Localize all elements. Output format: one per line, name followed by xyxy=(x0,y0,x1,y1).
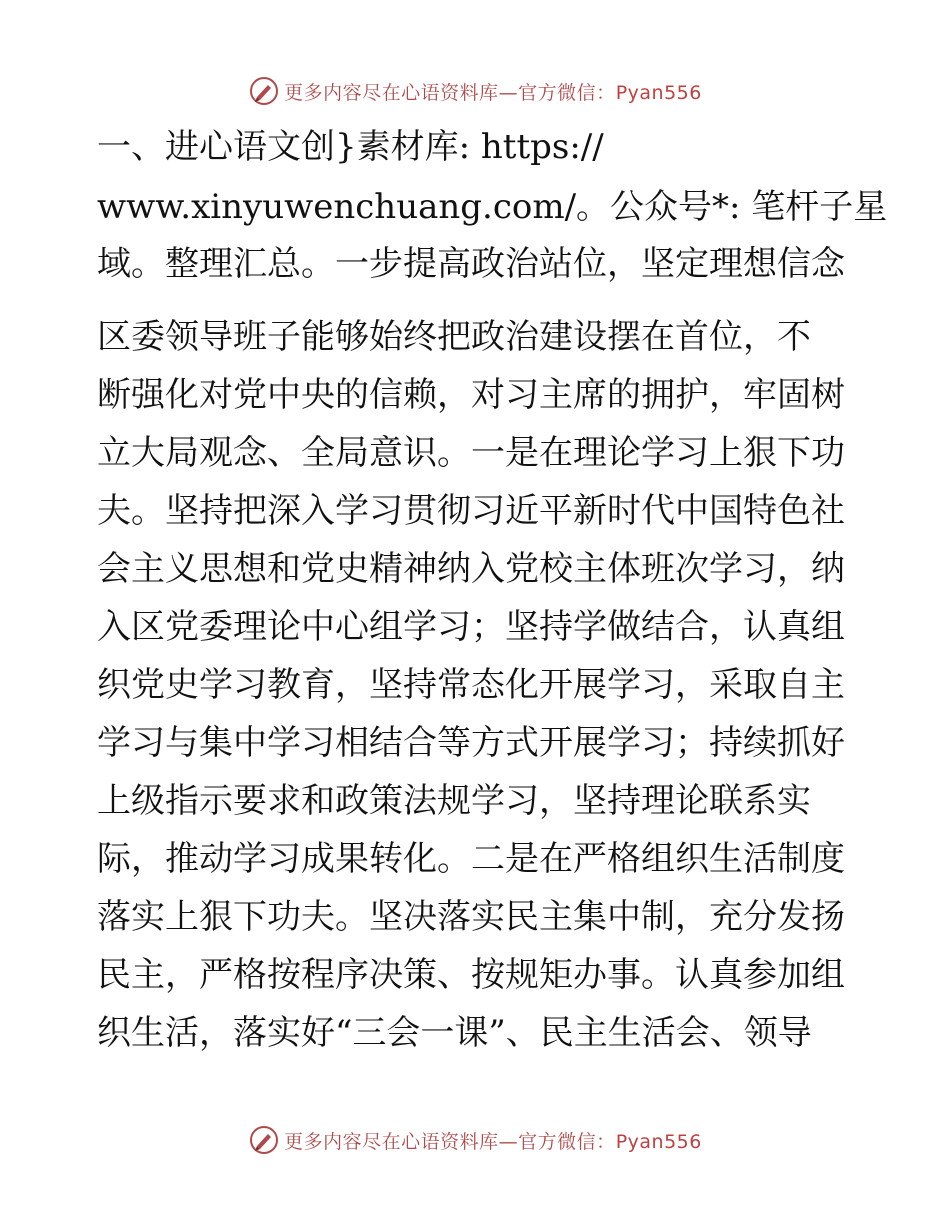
body-line: 一、进心语文创}素材库: https:// xyxy=(97,127,604,167)
body-line: 落实上狠下功夫。坚决落实民主集中制，充分发扬 xyxy=(97,897,845,937)
body-line: 学习与集中学习相结合等方式开展学习；持续抓好 xyxy=(97,723,845,763)
body-line: 上级指示要求和政策法规学习，坚持理论联系实 xyxy=(97,781,811,821)
watermark-official: 官方微信： xyxy=(518,1130,616,1153)
body-line: 断强化对党中央的信赖，对习主席的拥护，牢固树 xyxy=(97,375,845,415)
body-line: 织生活，落实好“三会一课”、民主生活会、领导 xyxy=(97,1013,812,1053)
body-line: www.xinyuwenchuang.com/。公众号*: 笔杆子星 xyxy=(97,187,888,227)
watermark-text xyxy=(284,1127,702,1154)
body-line: 民主，严格按程序决策、按规矩办事。认真参加组 xyxy=(97,955,845,995)
watermark-separator: — xyxy=(498,81,519,104)
watermark-text xyxy=(284,78,702,105)
watermark-separator: — xyxy=(498,1130,519,1153)
body-line: 织党史学习教育，坚持常态化开展学习，采取自主 xyxy=(97,665,845,705)
body-line: 区委领导班子能够始终把政治建设摆在首位，不 xyxy=(97,317,811,357)
watermark-official: 官方微信： xyxy=(518,81,616,104)
body-line: 入区党委理论中心组学习；坚持学做结合，认真组 xyxy=(97,607,845,647)
watermark-brand: 更多内容尽在心语资料库 xyxy=(284,81,499,104)
body-line: 立大局观念、全局意识。一是在理论学习上狠下功 xyxy=(97,433,845,473)
watermark-wechat-id: Pyan556 xyxy=(615,81,702,104)
watermark-wechat-id: Pyan556 xyxy=(615,1130,702,1153)
pen-logo-icon xyxy=(248,75,280,107)
pen-logo-icon xyxy=(248,1124,280,1156)
body-line: 夫。坚持把深入学习贯彻习近平新时代中国特色社 xyxy=(97,491,845,531)
body-line: 会主义思想和党史精神纳入党校主体班次学习，纳 xyxy=(97,549,845,589)
body-line: 域。整理汇总。一步提高政治站位，坚定理想信念 xyxy=(97,244,845,284)
header-watermark xyxy=(0,71,950,111)
footer-watermark xyxy=(0,1120,950,1160)
body-line: 际，推动学习成果转化。二是在严格组织生活制度 xyxy=(97,839,845,879)
watermark-brand: 更多内容尽在心语资料库 xyxy=(284,1130,499,1153)
